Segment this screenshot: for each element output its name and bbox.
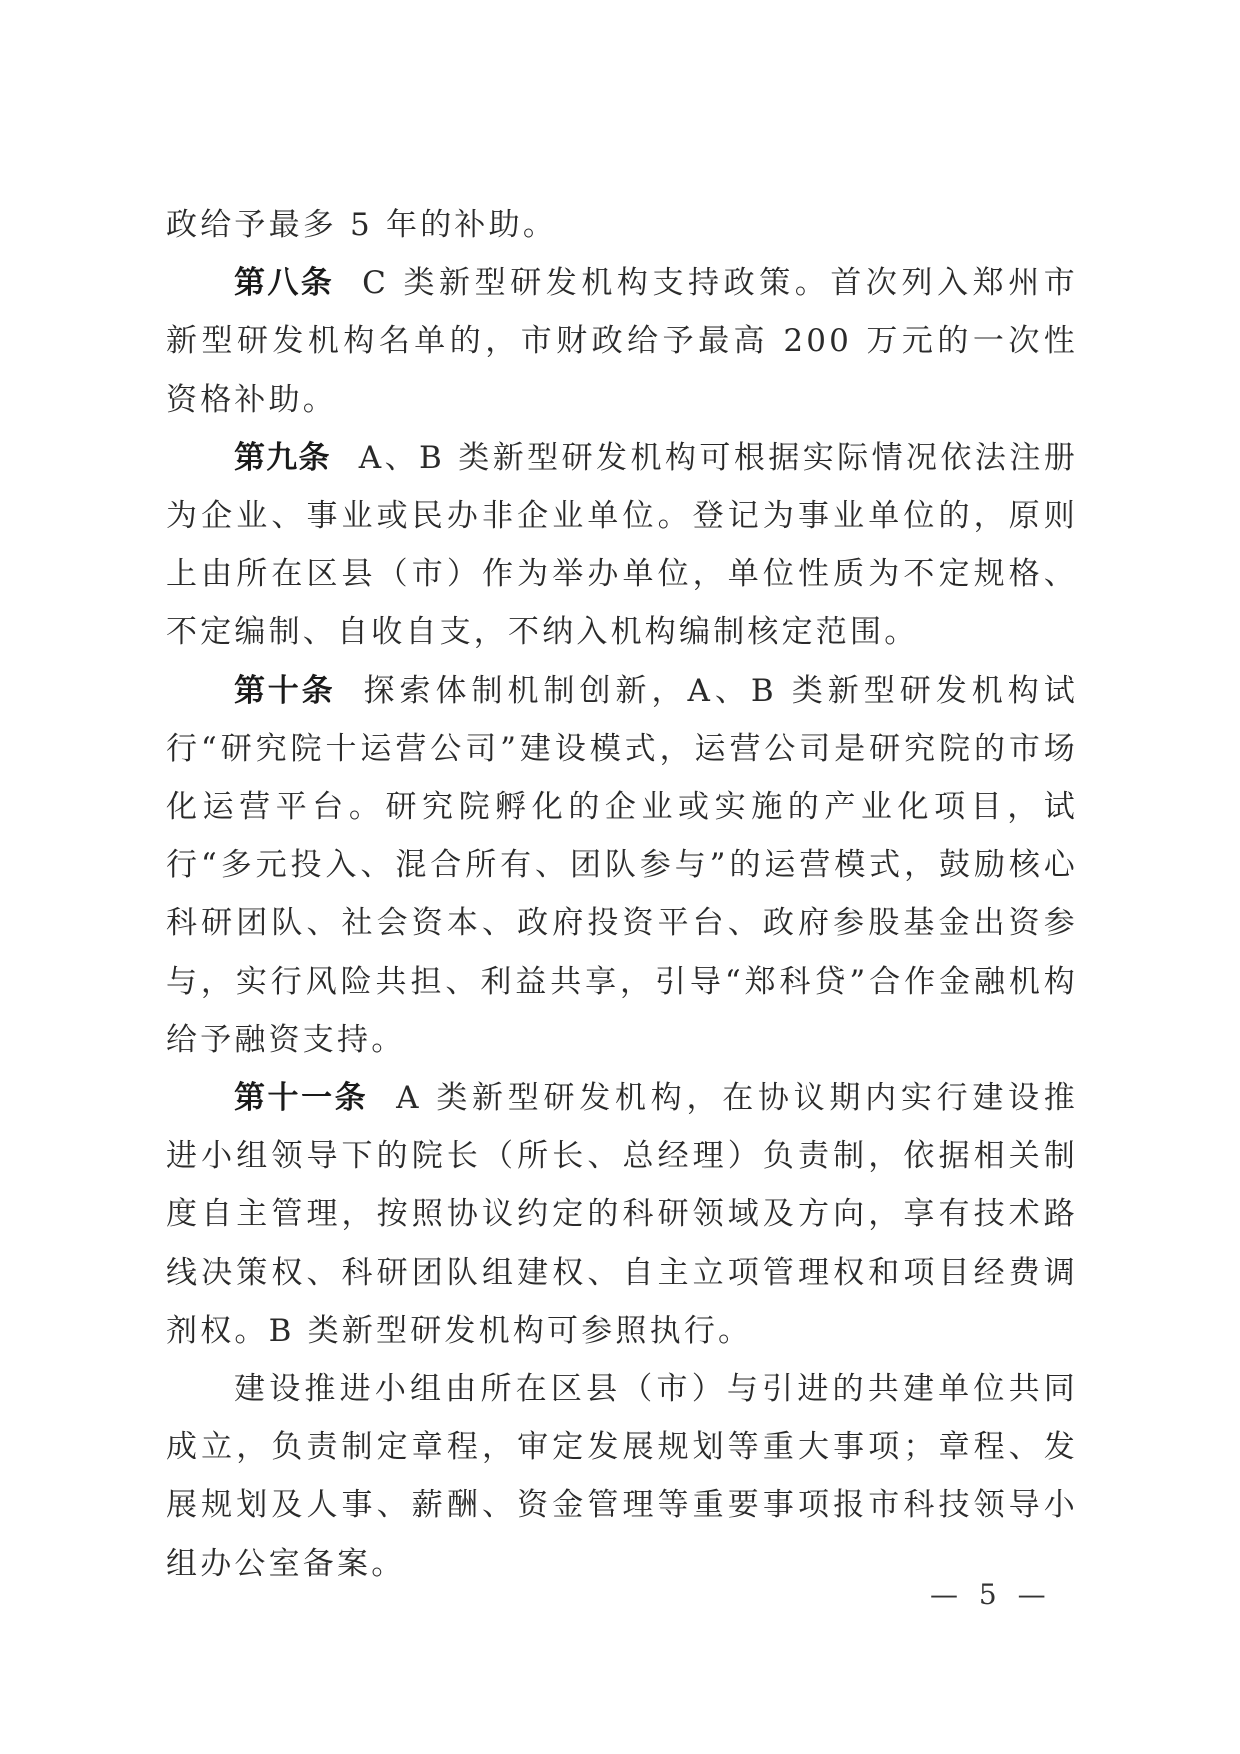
- page-number: — 5 —: [930, 1578, 1052, 1611]
- article-9: [166, 429, 1078, 662]
- article-8: [166, 254, 1078, 429]
- paragraph-continuation: [166, 196, 1078, 254]
- paragraph-text: 探索体制机制创新，A、B 类新型研发机构试行“研究院十运营公司”建设模式，运营公司是研究院的市场化运营平台。研究院孵化的企业或实施的产业化项目，试行“多元投入、混合所有、团队参与”的运营模式，鼓励核心科研团队、社会资本、政府投资平台、政府参股基金出资参与，实行风险共担、利益共享，引导“郑科贷”合作金融机构给予融资支持。: [166, 672, 1079, 1058]
- article-heading: 第十条: [234, 672, 336, 709]
- article-heading: 第九条: [234, 439, 331, 476]
- paragraph-text: A、B 类新型研发机构可根据实际情况依法注册为企业、事业或民办非企业单位。登记为事业单位的，原则上由所在区县（市）作为举办单位，单位性质为不定规格、不定编制、自收自支，不纳入机构编制核定范围。: [166, 439, 1079, 651]
- paragraph-text: 政给予最多 5 年的补助。: [166, 207, 558, 243]
- paragraph-text: 建设推进小组由所在区县（市）与引进的共建单位共同成立，负责制定章程，审定发展规划等重大事项；章程、发展规划及人事、薪酬、资金管理等重要事项报市科技领导小组办公室备案。: [166, 1371, 1078, 1582]
- paragraph-text: A 类新型研发机构，在协议期内实行建设推进小组领导下的院长（所长、总经理）负责制，依据相关制度自主管理，按照协议约定的科研领域及方向，享有技术路线决策权、科研团队组建权、自主立项管理权和项目经费调剂权。B 类新型研发机构可参照执行。: [166, 1080, 1078, 1349]
- article-10: [166, 662, 1078, 1069]
- article-heading: 第八条: [234, 265, 335, 302]
- article-heading: 第十一条: [234, 1080, 369, 1117]
- document-body: [166, 196, 1078, 1593]
- article-11: [166, 1069, 1078, 1360]
- paragraph-text: C 类新型研发机构支持政策。首次列入郑州市新型研发机构名单的，市财政给予最高 200 万元的一次性资格补助。: [166, 265, 1078, 418]
- paragraph-build-group: [166, 1360, 1078, 1593]
